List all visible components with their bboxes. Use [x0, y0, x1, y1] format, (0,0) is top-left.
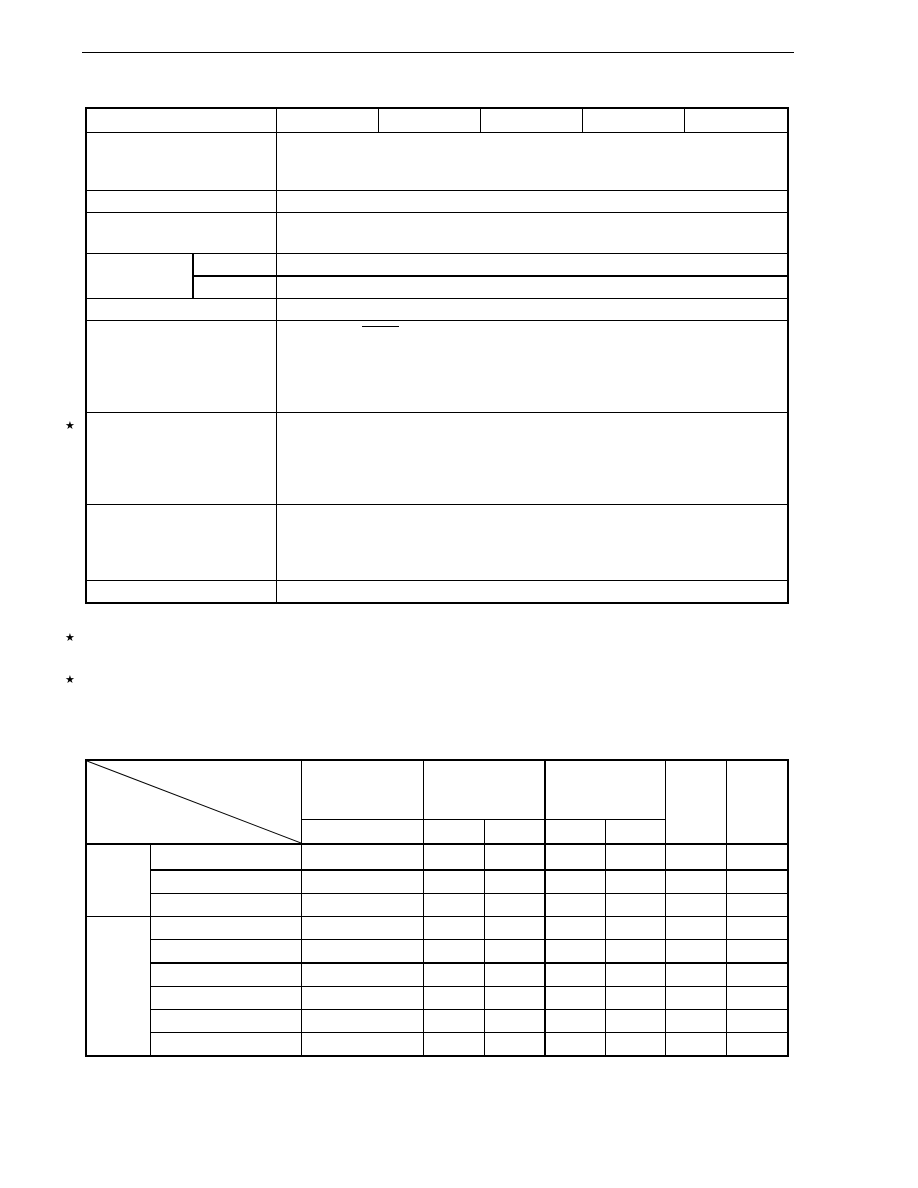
header-rule: [82, 52, 794, 53]
revision-star-marker: ★: [65, 631, 75, 644]
table-column-divider: [480, 109, 481, 132]
table-row-divider: [150, 962, 787, 964]
signal-overbar: [362, 326, 399, 327]
table-column-divider: [276, 132, 277, 602]
table-column-divider: [378, 109, 379, 132]
header-diagonal-divider: [87, 761, 301, 843]
table-row-divider: [87, 504, 787, 505]
ratings-table: [85, 759, 789, 1057]
table-row-divider: [87, 320, 787, 321]
table-row-divider: [87, 843, 787, 845]
revision-star-marker: ★: [65, 673, 75, 686]
table-row-divider: [301, 819, 665, 820]
table-row-divider: [87, 132, 787, 133]
table-column-divider: [582, 109, 583, 132]
table-column-divider: [276, 109, 277, 132]
table-column-divider: [301, 761, 302, 1055]
table-column-divider: [150, 843, 151, 1055]
specifications-table: [85, 107, 789, 604]
table-column-divider: [665, 761, 666, 1055]
table-column-divider: [726, 761, 727, 1055]
table-row-divider: [150, 869, 787, 871]
table-row-divider: [87, 916, 787, 917]
table-row-divider: [87, 212, 787, 213]
table-column-divider: [484, 819, 485, 1055]
table-column-divider: [605, 819, 606, 1055]
table-column-divider: [423, 761, 424, 1055]
table-column-divider: [192, 253, 194, 298]
table-row-divider: [150, 1009, 787, 1010]
revision-star-marker: ★: [65, 419, 75, 432]
table-column-divider: [544, 761, 546, 1055]
table-row-divider: [150, 986, 787, 987]
table-row-divider: [87, 298, 787, 299]
table-row-divider: [87, 412, 787, 413]
table-row-divider: [150, 939, 787, 940]
table-row-divider: [150, 1032, 787, 1033]
table-row-divider: [87, 190, 787, 191]
table-column-divider: [684, 109, 685, 132]
table-row-divider: [192, 275, 787, 277]
table-row-divider: [150, 893, 787, 894]
table-row-divider: [87, 580, 787, 581]
